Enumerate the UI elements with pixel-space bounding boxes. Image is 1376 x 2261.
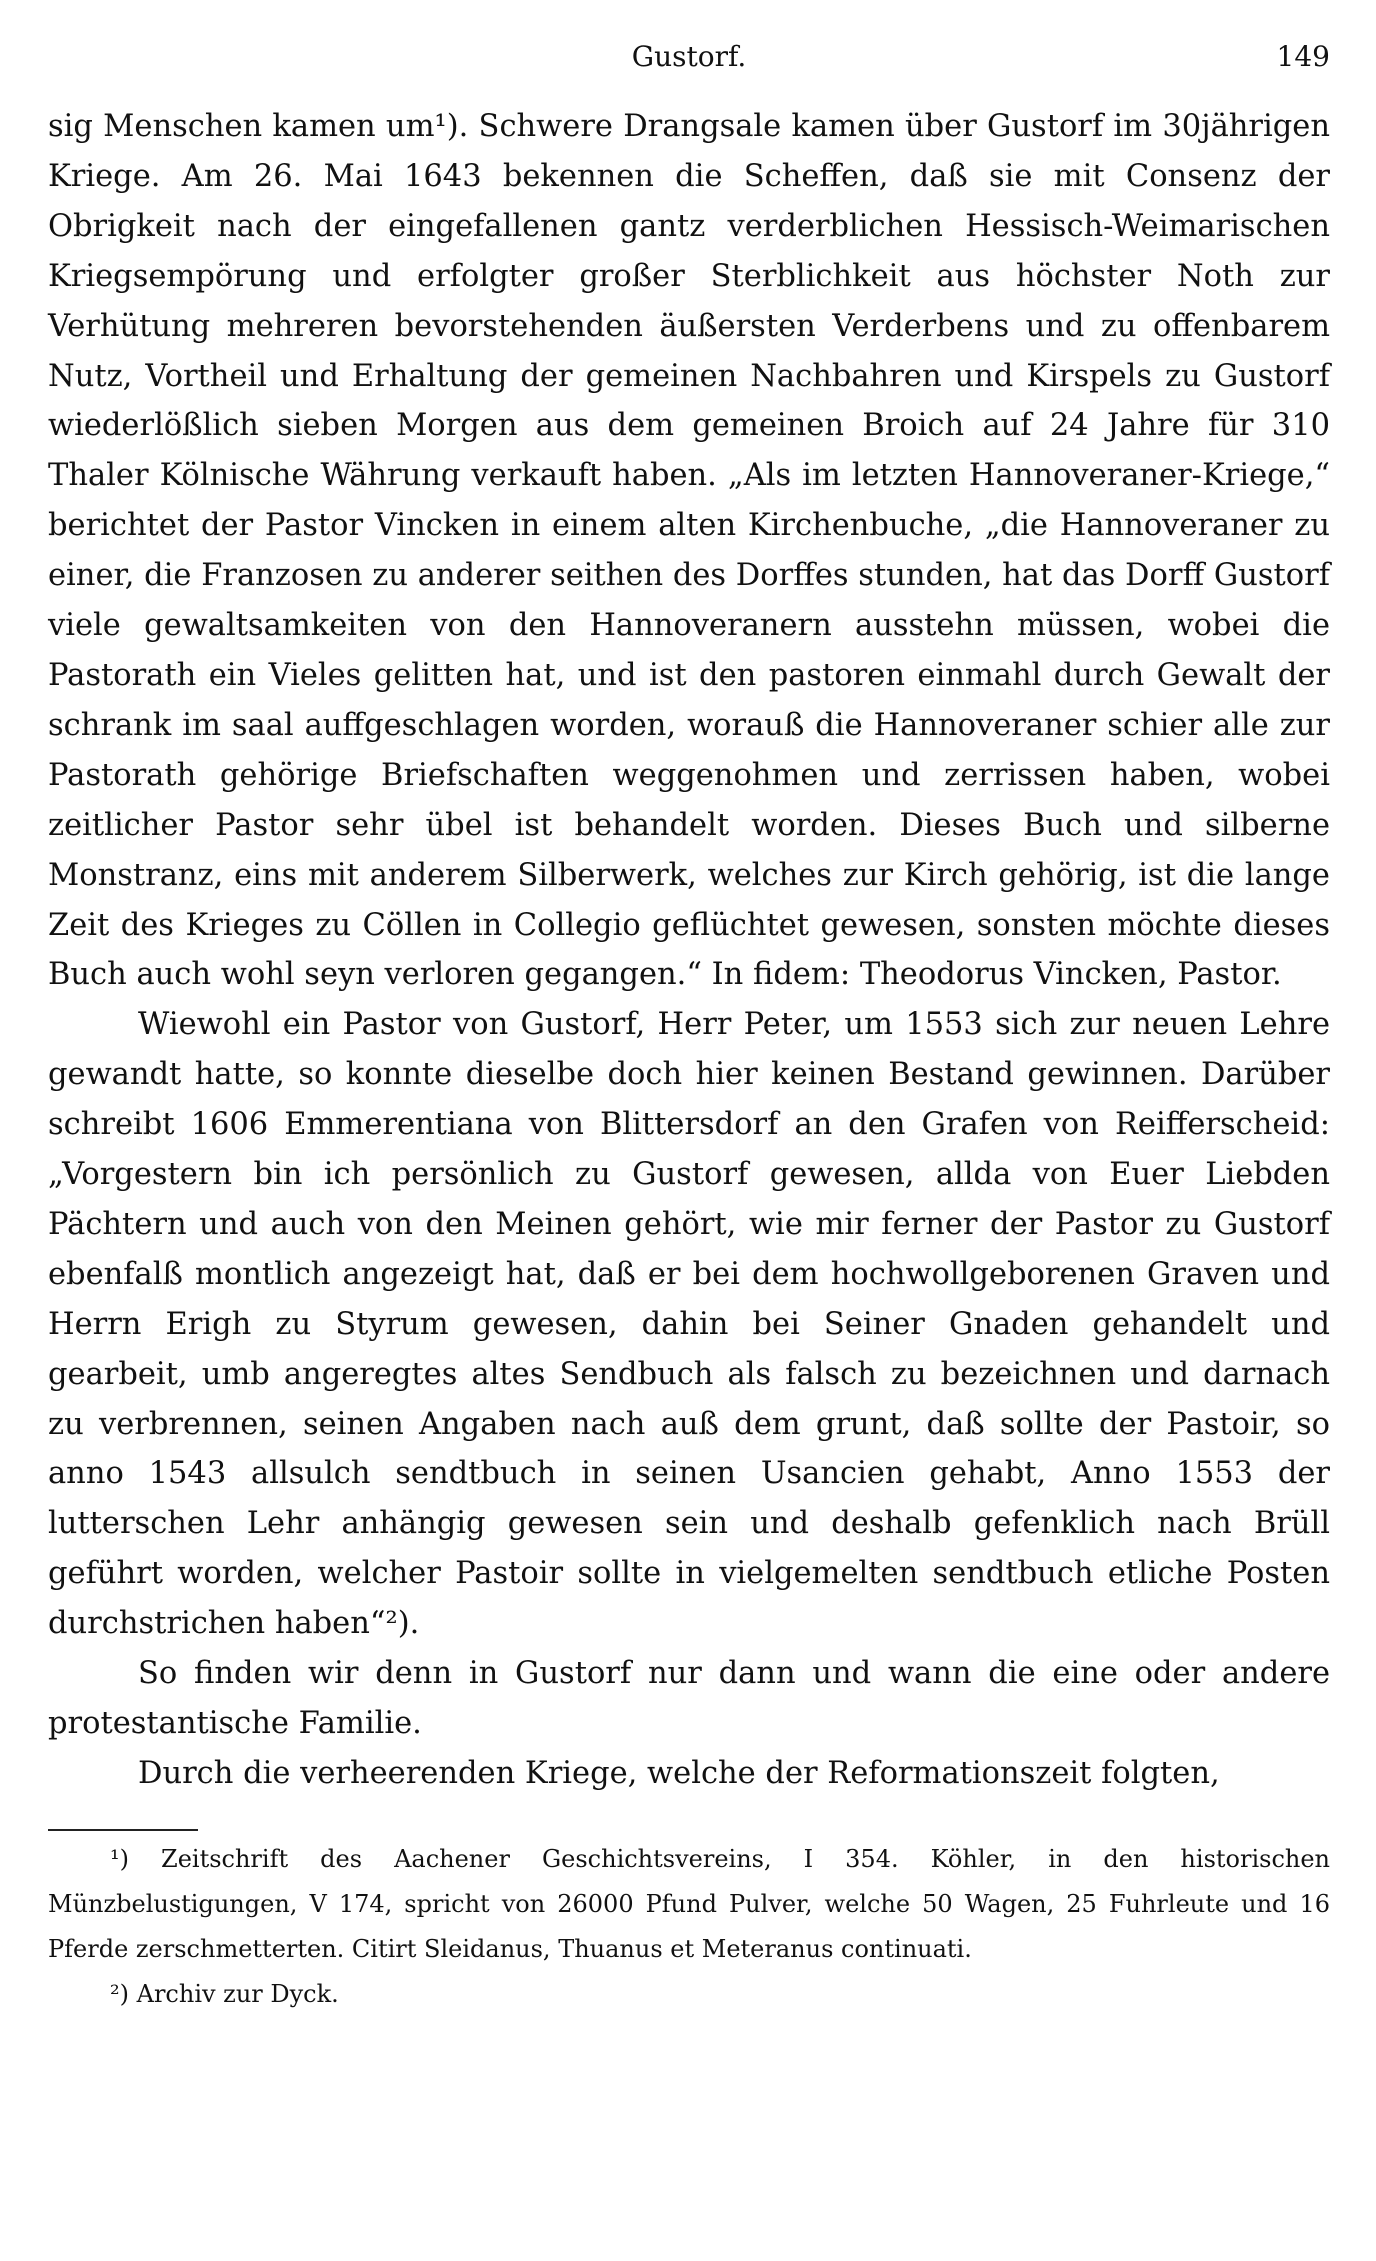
paragraph-1: sig Menschen kamen um¹). Schwere Drangsale kamen über Gustorf im 30jährigen Kriege. Am 26. Mai 1643 bekennen die Scheffen, daß sie mit Consenz der Obrigkeit nach der eingefallenen gantz verderblichen Hessisch-Weimarischen Kriegsempörung und erfolgter großer Sterblichkeit aus höchster Noth zur Verhütung mehreren bevorstehenden äußersten Verderbens und zu offenbarem Nutz, Vortheil und Erhaltung der gemeinen Nachbahren und Kirspels zu Gustorf wiederlößlich sieben Morgen aus dem gemeinen Broich auf 24 Jahre für 310 Thaler Kölnische Währung verkauft haben. „Als im letzten Hannoveraner-Kriege,“ berichtet der Pastor Vincken in einem alten Kirchenbuche, „die Hannoveraner zu einer, die Franzosen zu anderer seithen des Dorffes stunden, hat das Dorff Gustorf viele gewaltsamkeiten von den Hannoveranern ausstehn müssen, wobei die Pastorath ein Vieles gelitten hat, und ist den pastoren einmahl durch Gewalt der schrank im saal auffgeschlagen worden, worauß die Hannoveraner schier alle zur Pastorath gehörige Briefschaften weggenohmen und zerrissen haben, wobei zeitlicher Pastor sehr übel ist behandelt worden. Dieses Buch und silberne Monstranz, eins mit anderem Silberwerk, welches zur Kirch gehörig, ist die lange Zeit des Krieges zu Cöllen in Collegio geflüchtet gewesen, sonsten möchte dieses Buch auch wohl seyn verloren gegangen.“ In fidem: Theodorus Vincken, Pastor.: [48, 109, 1330, 993]
footnotes: [48, 1837, 1330, 2017]
running-title: Gustorf.: [631, 40, 747, 73]
paragraph-3: So finden wir denn in Gustorf nur dann und wann die eine oder andere protestantische Familie.: [48, 1656, 1330, 1741]
footnote-1: ¹) Zeitschrift des Aachener Geschichtsvereins, I 354. Köhler, in den historischen Münzbelustigungen, V 174, spricht von 26000 Pfund Pulver, welche 50 Wagen, 25 Fuhrleute und 16 Pferde zerschmetterten. Citirt Sleidanus, Thuanus et Meteranus continuati.: [48, 1844, 1330, 1963]
paragraph-2: Wiewohl ein Pastor von Gustorf, Herr Peter, um 1553 sich zur neuen Lehre gewandt hatte, so konnte dieselbe doch hier keinen Bestand gewinnen. Darüber schreibt 1606 Emmerentiana von Blittersdorf an den Grafen von Reifferscheid: „Vorgestern bin ich persönlich zu Gustorf gewesen, allda von Euer Liebden Pächtern und auch von den Meinen gehört, wie mir ferner der Pastor zu Gustorf ebenfalß montlich angezeigt hat, daß er bei dem hochwollgeborenen Graven und Herrn Erigh zu Styrum gewesen, dahin bei Seiner Gnaden gehandelt und gearbeit, umb angeregtes altes Sendbuch als falsch zu bezeichnen und darnach zu verbrennen, seinen Angaben nach auß dem grunt, daß sollte der Pastoir, so anno 1543 allsulch sendtbuch in seinen Usancien gehabt, Anno 1553 der lutterschen Lehr anhängig gewesen sein und deshalb gefenklich nach Brüll geführt worden, welcher Pastoir sollte in vielgemelten sendtbuch etliche Posten durchstrichen haben“²).: [48, 1007, 1330, 1642]
footnote-rule: [48, 1829, 198, 1831]
paragraph-4: Durch die verheerenden Kriege, welche der Reformationszeit folgten,: [138, 1755, 1220, 1791]
running-head: [48, 40, 1330, 102]
body-text: [48, 102, 1330, 1799]
footnote-2: ²) Archiv zur Dyck.: [110, 1979, 339, 2008]
book-page: [48, 40, 1330, 2017]
page-number: 149: [1276, 40, 1330, 73]
